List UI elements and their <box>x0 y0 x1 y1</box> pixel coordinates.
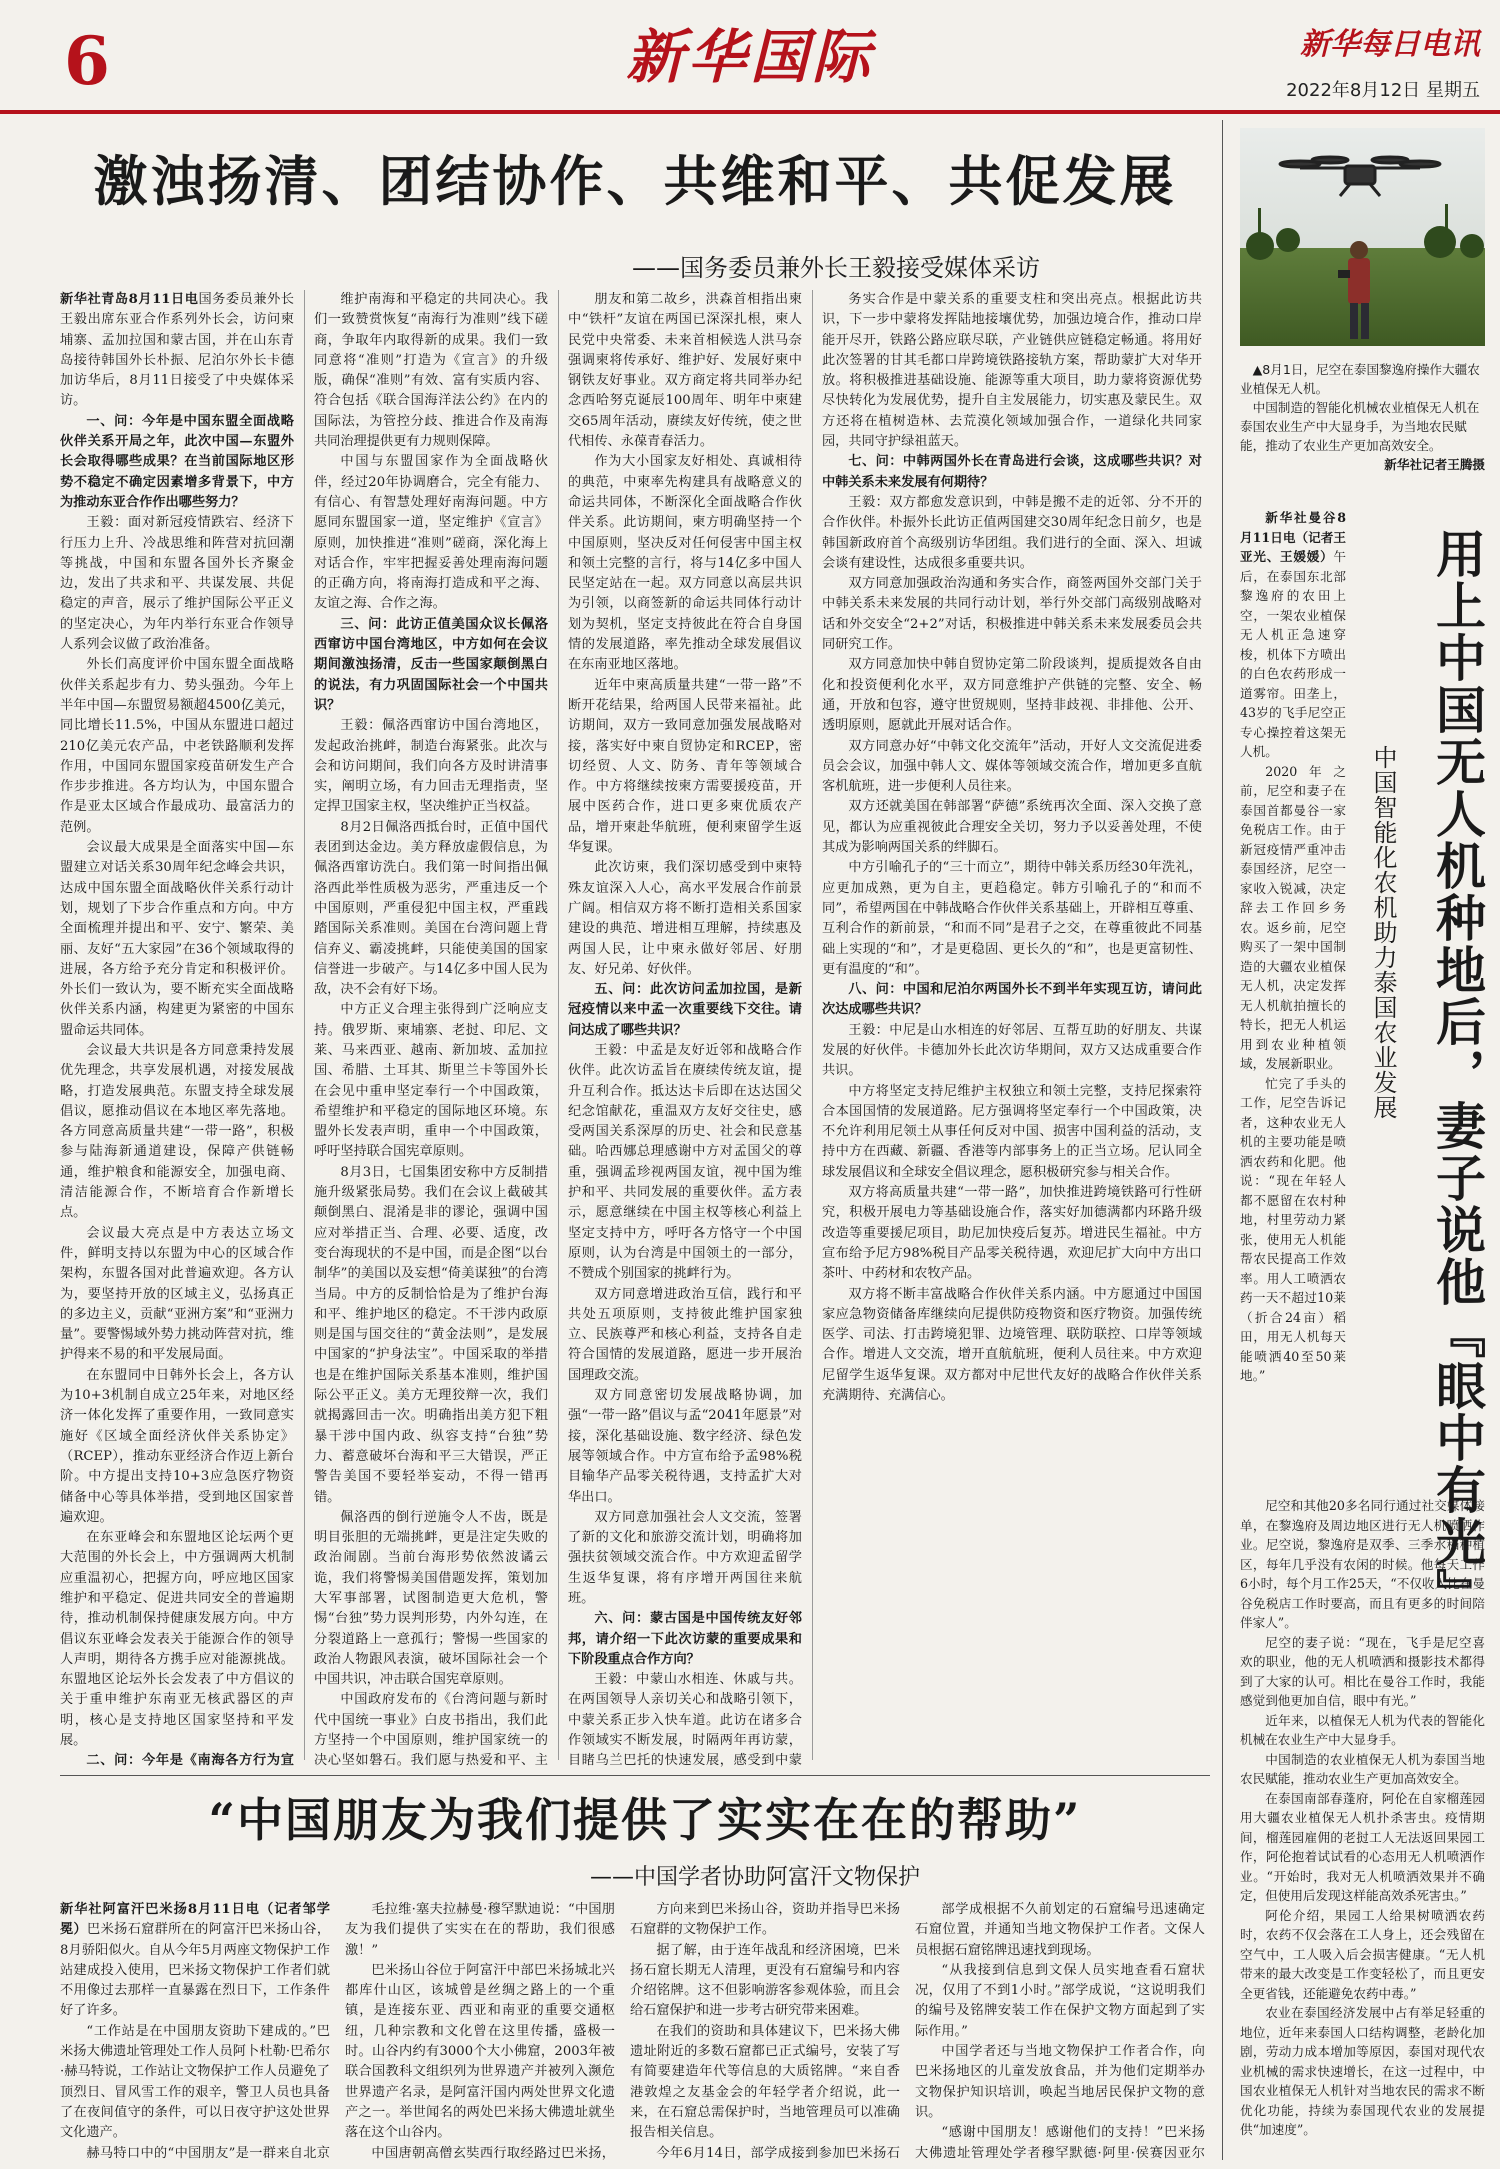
paragraph-text: 五、问：此次访问孟加拉国，是新冠疫情以来中孟一次重要线下交往。请问达成了哪些共识？ <box>568 982 802 1038</box>
paragraph <box>1240 1789 1485 1906</box>
paragraph-text: 二、问：今年是《南海各方行为宣 <box>86 1753 294 1769</box>
paragraph-text: 在东亚峰会和东盟地区论坛两个更大范围的外长会上，中方强调两大机制应重温初心，把握方向，呼应地区国家维护和平稳定、促进共同安全的普遍期待，推动机制保持健康发展方向。中方倡议东亚峰会发表关于能源合作的领导人声明，期待各方携手应对能源挑战。东盟地区论坛外长会发表了中方倡议的关于重申维护东南亚无核武器区的声明，核心是支持地区国家坚持和平发展。 <box>60 1530 294 1749</box>
paragraph <box>822 655 1202 736</box>
paragraph <box>568 1285 802 1386</box>
paragraph-text: 双方同意增进政治互信，践行和平共处五项原则，支持彼此维护国家独立、民族尊严和核心利益，支持各自走符合国情的发展道路，愿进一步开展治国理政交流。 <box>568 1286 802 1383</box>
paragraph-text: 巴米扬石窟群所在的阿富汗巴米扬山谷，8月骄阳似火。自从今年5月两座文物保护工作站建成投入使用，巴米扬文物保护工作者们就不用像过去那样一直暴露在烈日下，工作条件好了许多。 <box>60 1922 330 2019</box>
photo-credit: 新华社记者王腾摄 <box>1384 457 1485 472</box>
article1-headline: 激浊扬清、团结协作、共维和平、共促发展 <box>93 149 1177 213</box>
paragraph-text: 中国政府发布的《台湾问题与新时代中国统一事业》白皮书指出，我们此方坚持一个中国原则，维护国家统一的决心坚如磐石。我们愿与热爱和平、主 <box>314 1692 548 1769</box>
question-paragraph <box>314 615 548 716</box>
section-title: 新华国际 <box>625 23 874 91</box>
paragraph-text: 双方同意加强社会人文交流，签署了新的文化和旅游交流计划，明确将加强扶贫领域交流合作。中方欢迎孟留学生返华复课，将有序增开两国往来航班。 <box>568 1509 802 1606</box>
paragraph <box>822 1021 1202 1082</box>
paragraph <box>60 1528 294 1751</box>
paragraph <box>915 2123 1205 2162</box>
paragraph-text: 毛拉维·塞夫拉赫曼·穆罕默迪说：“中国朋友为我们提供了实实在在的帮助，我们很感激！” <box>345 1902 615 1958</box>
paragraph-text: 外长们高度评价中国东盟全面战略伙伴关系起步有力、势头强劲。今年上半年中国—东盟贸易额超4500亿美元，同比增长11.5%，中国从东盟进口超过210亿美元农产品，中老铁路顺利发挥作用，中国同东盟国家疫苗研发生产合作步步推进。各方均认为，中国东盟合作是亚太区域合作最成功、最富活力的范例。 <box>60 657 294 835</box>
paragraph-text: 近年来，以植保无人机为代表的智能化机械在农业生产中大显身手。 <box>1240 1712 1485 1747</box>
paragraph-text: 尼空的妻子说：“现在，飞手是尼空喜欢的职业，他的无人机喷洒和摄影技术都得到了大家的认可。相比在曼谷工作时，我能感觉到他更加自信，眼中有光。” <box>1240 1634 1485 1708</box>
paragraph-text: 会议最大成果是全面落实中国—东盟建立对话关系30周年纪念峰会共识，达成中国东盟全面战略伙伴关系行动计划，规划了下步合作重点和方向。中方全面梳理并提出和平、安宁、繁荣、美丽、友好“五大家园”在36个领域取得的进展，各方给予充分肯定和积极评价。外长们一致认为，要不断充实全面战略伙伴关系内涵，构建更为紧密的中国东盟命运共同体。 <box>60 840 294 1038</box>
paragraph-text: 8月3日，七国集团安称中方反制措施升级紧张局势。我们在会议上截破其颠倒黑白、混淆是非的谬论，强调中国应对举措正当、合理、必要、适度，改变台海现状的不是中国，而是企图“以台制华”的美国以及妄想“倚美谋独”的台湾当局。中方的反制恰恰是为了维护台海和平、维护地区的稳定。不干涉内政原则是国与国交往的“黄金法则”，是发展中国家的“护身法宝”。中国采取的举措也是在维护国际关系基本准则，维护国际公平正义。美方无理狡辩一次，我们就揭露回击一次。明确指出美方犯下粗暴干涉中国内政、纵容支持“台独”势力、蓄意破坏台海和平三大错误，严正警告美国不要轻举妄动，不得一错再错。 <box>314 1164 548 1505</box>
paragraph <box>345 1961 615 2144</box>
paragraph-text: 双方同意加快中韩自贸协定第二阶段谈判，提质提效各自由化和投资便利化水平，双方同意维护产供链的完整、安全、畅通，开放和包容，遵守世贸规则，坚持非歧视、非排他、公开、透明原则，愿就此开展对话合作。 <box>822 657 1202 734</box>
paragraph-text: 赫马特口中的“中国朋友”是一群来自北京 <box>86 2145 330 2161</box>
paragraph <box>1240 1750 1485 1789</box>
paragraph <box>568 1508 802 1609</box>
article3-subheadline: 中国智能化农机助力泰国农业发展 <box>1369 745 1397 1120</box>
question-paragraph <box>60 1751 294 1770</box>
paragraph <box>1240 762 1346 1074</box>
paragraph <box>822 1082 1202 1183</box>
paragraph <box>314 452 548 614</box>
paragraph-text: 据了解，由于连年战乱和经济困境，巴米扬石窟长期无人清理，更没有石窟编号和内容介绍铭牌。这不但影响游客参观体验，而且会给石窟保护和进一步考古研究带来困难。 <box>630 1942 900 2019</box>
paragraph <box>568 676 802 859</box>
paragraph <box>822 1285 1202 1407</box>
article2-column-3 <box>630 1900 900 2162</box>
article-separator <box>60 1775 1210 1776</box>
paragraph-text: 双方将高质量共建“一带一路”，加快推进跨境铁路可行性研究，积极开展电力等基础设施合作，落实好加德满都内环路升级改造等重要援尼项目，助尼加快疫后复苏。增进民生福祉。中方宣布给予尼方98%税目产品零关税待遇，欢迎尼扩大向中方出口茶叶、中药材和农牧产品。 <box>822 1185 1202 1282</box>
paragraph-text: 王毅：中孟是友好近邻和战略合作伙伴。此次访孟旨在赓续传统友谊，提升互利合作。抵达达卡后即在达达国父纪念馆献花，重温双方友好交往史，感受两国关系深厚的历史、社会和民意基础。哈西娜总理感谢中方对孟国父的尊重，强调孟珍视两国友谊，视中国为维护和平、共同发展的重要伙伴。孟方表示，愿意继续在中国主权等核心利益上坚定支持中方，呼吁各方恪守一个中国原则，认为台湾是中国领土的一部分，不赞成个别国家的挑衅行为。 <box>568 1042 802 1282</box>
question-paragraph <box>822 980 1202 1021</box>
paragraph <box>822 574 1202 655</box>
article1-column-1 <box>60 290 294 1770</box>
paragraph <box>822 737 1202 798</box>
paragraph <box>1240 1074 1346 1386</box>
paragraph <box>345 2144 615 2162</box>
paragraph-text: 农业在泰国经济发展中占有举足轻重的地位，近年来泰国人口结构调整，老龄化加剧，劳动力成本增加等原因，泰国对现代农业机械的需求快速增长，在这一过程中，中国农业植保无人机针对当地农民的需求不断优化功能，持续为泰国现代农业的发展提供“加速度”。 <box>1240 2005 1485 2137</box>
paragraph <box>314 818 548 1001</box>
paragraph-text: 中国学者还与当地文物保护工作者合作，向巴米扬地区的儿童发放食品，并为他们定期举办文物保护知识培训，唤起当地居民保护文物的意识。 <box>915 2044 1205 2120</box>
paragraph-text: 王毅：双方都愈发意识到，中韩是搬不走的近邻、分不开的合作伙伴。朴振外长此访正值两国建交30周年纪念日前夕，也是韩国新政府首个高级别访华团组。我们进行的全面、深入、坦诚会谈有建设性，达成很多重要共识。 <box>822 494 1202 571</box>
column-divider <box>304 290 305 1760</box>
question-paragraph <box>822 452 1202 493</box>
paragraph-text: 双方将不断丰富战略合作伙伴关系内涵。中方愿通过中国国家应急物资储备库继续向尼提供防疫物资和医疗物资。加强传统医学、司法、打击跨境犯罪、边境管理、联防联控、口岸等领域合作。增进人文交流，增开直航航班，便利人员往来。中方欢迎尼留学生返华复课。双方都对中尼世代友好的战略合作伙伴关系充满期待、充满信心。 <box>822 1286 1202 1404</box>
article2-column-1 <box>60 1900 330 2162</box>
paragraph <box>314 1163 548 1508</box>
sidebar-divider <box>1222 120 1223 2160</box>
article3-wide-column <box>1240 1496 1485 2164</box>
article1-subheadline: ——国务委员兼外长王毅接受媒体采访 <box>632 254 1040 282</box>
paragraph <box>630 1941 900 2022</box>
paragraph <box>60 2022 330 2144</box>
paragraph-text: 王毅：面对新冠疫情跌宕、经济下行压力上升、冷战思维和阵营对抗回潮等挑战，中国和东盟各国外长齐聚金边，发出了共求和平、共谋发展、共促稳定的声音，展示了维护国际公平正义的坚定决心，为年内举行东亚合作领导人系列会议做了政治准备。 <box>60 515 294 653</box>
paragraph-text: 巴米扬山谷位于阿富汗中部巴米扬城北兴都库什山区，该城曾是丝绸之路上的一个重镇，是连接东亚、西亚和南亚的重要交通枢纽，几种宗教和文化曾在这里传播，盛极一时。山谷内约有3000个大小佛窟，2003年被联合国教科文组织列为世界遗产并被列入濒危世界遗产名录，是阿富汗国内两处世界文化遗产之一。举世闻名的两处巴米扬大佛遗址就坐落在这个山谷内。 <box>345 1962 615 2141</box>
paragraph <box>822 858 1202 980</box>
paragraph-text: 方向来到巴米扬山谷，资助并指导巴米扬石窟群的文物保护工作。 <box>630 1902 900 1938</box>
paragraph-text: 2020年之前，尼空和妻子在泰国首都曼谷一家免税店工作。由于新冠疫情严重冲击泰国经济，尼空一家收入锐减，决定辞去工作回乡务农。返乡前，尼空购买了一架中国制造的大疆农业植保无人机，决定发挥无人机航拍擅长的特长，把无人机运用到农业种植领域，发展新职业。 <box>1240 763 1346 1071</box>
paragraph-text: “感谢中国朋友！感谢他们的支持！”巴米扬大佛遗址管理处学者穆罕默德·阿里·侯赛因亚尔 <box>915 2125 1205 2161</box>
paragraph <box>60 838 294 1041</box>
paragraph-text: 午后，在泰国东北部黎逸府的农田上空，一架农业植保无人机正急速穿梭，机体下方喷出的白色农药形成一道雾帘。田垄上，43岁的飞手尼空正专心操控着这架无人机。 <box>1240 549 1346 759</box>
dateline: 新华社青岛8月11日电 <box>60 292 199 307</box>
paragraph-text: 中国与东盟国家作为全面战略伙伴，经过20年协调磨合，完全有能力、有信心、有智慧处理好南海问题。中方愿同东盟国家一道，坚定维护《宣言》原则，加快推进“准则”磋商，深化海上对话合作，牢牢把握妥善处理南海问题的正确方向，将南海打造成和平之海、友谊之海、合作之海。 <box>314 454 548 612</box>
photo-caption-text: ▲8月1日，尼空在泰国黎逸府操作大疆农业植保无人机。 <box>1240 362 1480 396</box>
paragraph <box>568 290 802 452</box>
paragraph <box>1240 508 1346 762</box>
question-paragraph <box>568 1609 802 1670</box>
question-paragraph <box>568 980 802 1041</box>
paragraph-text: 一、问：今年是中国东盟全面战略伙伴关系开局之年，此次中国—东盟外长会取得哪些成果？在当前国际地区形势不稳定不确定因素增多背景下，中方为推动东亚合作作出哪些努力？ <box>60 413 294 510</box>
article2-column-4 <box>915 1900 1205 2162</box>
paragraph <box>60 290 294 412</box>
paragraph-text: 六、问：蒙古国是中国传统友好邻邦，请介绍一下此次访蒙的重要成果和下阶段重点合作方向？ <box>568 1611 802 1667</box>
article3-narrow-column <box>1240 508 1346 1493</box>
paragraph <box>314 1508 548 1691</box>
paragraph-text: 在东盟同中日韩外长会上，各方认为10+3机制自成立25年来，对地区经济一体化发挥了重要作用，一致同意实施好《区域全面经济伙伴关系协定》（RCEP），推动东亚经济合作迈上新台阶。中方提出支持10+3应急医疗物资储备中心等具体举措，受到地区国家普遍欢迎。 <box>60 1367 294 1525</box>
page-number: 6 <box>64 22 110 100</box>
paragraph <box>822 1183 1202 1284</box>
paragraph <box>568 858 802 980</box>
paragraph-text: 维护南海和平稳定的共同决心。我们一致赞赏恢复“南海行为准则”线下磋商，争取年内取得新的成果。我们一致同意将“准则”打造为《宣言》的升级版，确保“准则”有效、富有实质内容、符合包括《联合国海洋法公约》在内的国际法，为管控分歧、推进合作及南海共同治理提供更有力规则保障。 <box>314 292 548 450</box>
paragraph-text: 王毅：中蒙山水相连、休戚与共。在两国领导人亲切关心和战略引领下，中蒙关系正步入快车道。此访在诸多合作领域实不断发展，时隔两年再访蒙，目睹乌兰巴托的快速发展，感受到中蒙 <box>568 1672 802 1769</box>
paragraph-text: 中方将坚定支持尼维护主权独立和领土完整，支持尼探索符合本国国情的发展道路。尼方强调将坚定奉行一个中国政策，决不允许利用尼领土从事任何反对中国、损害中国利益的活动，支持中方在西藏、新疆、香港等内部事务上的正当立场。尼认同全球发展倡议和全球安全倡议理念，愿积极研究参与相关合作。 <box>822 1083 1202 1180</box>
article2-subheadline: ——中国学者协助阿富汗文物保护 <box>589 1865 920 1890</box>
paragraph-text: 中方引喻孔子的“三十而立”，期待中韩关系历经30年洗礼，应更加成熟，更为自主，更趋稳定。韩方引喻孔子的“和而不同”，希望两国在中韩战略合作伙伴关系基础上，开辟相互尊重、互利合作的新前景，“和而不同”是君子之交，在尊重彼此不同基础上实现的“和”，才是更稳固、更长久的“和”，也是更富韧性、更有温度的“和”。 <box>822 860 1202 977</box>
paragraph <box>60 513 294 655</box>
paragraph-text: 部学成根据不久前划定的石窟编号迅速确定石窟位置，并通知当地文物保护工作者。文保人员根据石窟铭牌迅速找到现场。 <box>915 1902 1205 1958</box>
paragraph <box>568 1386 802 1508</box>
paragraph <box>568 452 802 675</box>
paragraph <box>60 1366 294 1528</box>
paragraph-text: 忙完了手头的工作，尼空告诉记者，这种农业无人机的主要功能是喷洒农药和化肥。他说：“现在年轻人都不愿留在农村种地，村里劳动力紧张，使用无人机能帮农民提高工作效率。用人工喷洒农药一天不超过10莱（折合24亩）稻田，用无人机每天能喷洒40至50莱地。” <box>1240 1075 1346 1383</box>
column-divider <box>812 290 813 1760</box>
paragraph <box>60 1224 294 1366</box>
drone-farm-photo <box>1240 128 1485 346</box>
photo-caption <box>1240 360 1485 474</box>
paragraph-text: 务实合作是中蒙关系的重要支柱和突出亮点。根据此访共识，下一步中蒙将发挥陆地接壤优势，加强边境合作，推动口岸能开尽开，铁路公路应联尽联，产业链供应链稳定畅通。将用好此次签署的甘其毛都口岸跨境铁路接轨方案，帮助蒙扩大对华开放。将积极推进基础设施、能源等重大项目，助力蒙将资源优势尽快转化为发展优势，提升自主发展能力，切实惠及蒙民生。双方还将在植树造林、去荒漠化领域加强合作，一道绿化共同家园，共同守护绿祖蓝天。 <box>822 292 1202 450</box>
paragraph <box>915 1900 1205 1961</box>
paragraph <box>1240 2003 1485 2140</box>
paragraph <box>1240 1906 1485 2004</box>
paragraph-text: 会议最大共识是各方同意秉持发展优先理念，共享发展机遇，对接发展战略，打造发展典范。东盟支持全球发展倡议，愿推动倡议在本地区率先落地。各方同意高质量共建“一带一路”，积极参与陆海新通道建设，保障产供链畅通，维护粮食和能源安全，加强电商、清洁能源合作，不断培育合作新增长点。 <box>60 1042 294 1221</box>
paragraph-text: 今年6月14日，部学成接到参加巴米扬石 <box>656 2145 900 2161</box>
paragraph <box>60 2144 330 2162</box>
paragraph <box>822 290 1202 452</box>
article3-headline: 用上中国无人机种地后，妻子说他『眼中有光』 <box>1428 528 1487 1620</box>
paragraph-text: “从我接到信息到文保人员实地查看石窟状况，仅用了不到1小时。”部学成说，“这说明我们的编号及铭牌安装工作在保护文物方面起到了实际作用。” <box>915 1962 1205 2039</box>
paragraph-text: 中国制造的农业植保无人机为泰国当地农民赋能，推动农业生产更加高效安全。 <box>1240 1751 1485 1786</box>
paragraph-text: 尼空和其他20多名同行通过社交媒体接单，在黎逸府及周边地区进行无人机喷洒作业。尼空说，黎逸府是双季、三季水稻种植区，每年几乎没有农闲的时候。他每天工作6小时，每个月工作25天，“不仅收入比在曼谷免税店工作时要高，而且有更多的时间陪伴家人”。 <box>1240 1498 1485 1630</box>
paragraph <box>1240 1496 1485 1633</box>
paragraph-text: 七、问：中韩两国外长在青岛进行会谈，这成哪些共识？对中韩关系未来发展有何期待？ <box>822 454 1202 490</box>
paragraph-text: 中方正义合理主张得到广泛响应支持。俄罗斯、柬埔寨、老挝、印尼、文莱、马来西亚、越南、新加坡、孟加拉国、希腊、土耳其、斯里兰卡等国外长在会见中重申坚定奉行一个中国政策，希望维护和平稳定的国际地区环境。东盟外长发表声明，重申一个中国政策，呼吁坚持联合国宪章原则。 <box>314 1002 548 1160</box>
paragraph-text: 中国唐朝高僧玄奘西行取经路过巴米扬， <box>371 2145 615 2161</box>
paragraph <box>568 1041 802 1285</box>
paragraph-text: 8月2日佩洛西抵台时，正值中国代表团到达金边。美方释放虚假信息，为佩洛西窜访洗白。我们第一时间指出佩洛西此举性质极为恶劣，严重违反一个中国原则，严重侵犯中国主权，严重践踏国际关系准则。美国在台湾问题上背信弃义、霸凌挑衅，只能使美国的国家信誉进一步破产。与14亿多中国人民为敌，决不会有好下场。 <box>314 819 548 998</box>
paragraph <box>60 655 294 838</box>
paragraph-text: “工作站是在中国朋友资助下建成的。”巴米扬大佛遗址管理处工作人员阿卜杜勒·巴希尔·赫马特说，工作站让文物保护工作人员避免了顶烈日、冒风雪工作的艰辛，警卫人员也具备了在夜间值守的条件，可以日夜守护这处世界文化遗产。 <box>60 2023 330 2141</box>
paragraph-text: 此次访柬，我们深切感受到中柬特殊友谊深入人心，高水平发展合作前景广阔。相信双方将不断打造相关系国家建设的典范、增进相互理解，持续惠及两国人民，让中柬永做好邻居、好朋友、好兄弟、好伙伴。 <box>568 860 802 977</box>
paragraph-text: 双方同意办好“中韩文化交流年”活动，开好人文交流促进委员会会议，加强中韩人文、媒体等领域交流合作，增加更多直航客机航班，进一步便利人员往来。 <box>822 738 1202 795</box>
paragraph <box>822 797 1202 858</box>
dateline: 新华社阿富汗巴米扬8月11日电（记者邹学冕） <box>60 1902 330 1938</box>
paragraph-text: 国务委员兼外长王毅出席东亚合作系列外长会，访问柬埔寨、孟加拉国和蒙古国，并在山东青岛接待韩国外长朴振、尼泊尔外长卡德加访华后，8月11日接受了中央媒体采访。 <box>60 292 294 409</box>
paragraph-text: 双方同意密切发展战略协调，加强“一带一路”倡议与孟“2041年愿景”对接，深化基础设施、数字经济、绿色发展等领域合作。中方宣布给予孟98%税目输华产品零关税待遇，支持孟扩大对华出口。 <box>568 1388 802 1505</box>
paragraph-text: 作为大小国家友好相处、真诚相待的典范，中柬率先构建具有战略意义的命运共同体，不断深化全面战略合作伙伴关系。此访期间，柬方明确坚持一个中国原则，坚决反对任何侵害中国主权和领土完整的言行，将与14亿多中国人民坚定站在一起。双方同意以高层共识为引领，以商签新的命运共同体行动计划为契机，坚定支持彼此在符合自身国情的发展道路，率先推动全球发展倡议在东南亚地区落地。 <box>568 454 802 673</box>
paragraph <box>60 1900 330 2022</box>
paragraph <box>630 2144 900 2162</box>
masthead-rule <box>0 110 1500 114</box>
paragraph <box>630 1900 900 1941</box>
paragraph-text: 双方同意加强政治沟通和务实合作，商签两国外交部门关于中韩关系未来发展的共同行动计划，举行外交部门高级别战略对话和外交安全“2+2”对话，积极推进中韩关系未来发展委员会共同研究工作。 <box>822 576 1202 653</box>
paragraph <box>822 493 1202 574</box>
paragraph-text: 八、问：中国和尼泊尔两国外长不到半年实现互访，请问此次达成哪些共识？ <box>822 982 1202 1018</box>
paragraph-text: 三、问：此访正值美国众议长佩洛西窜访中国台湾地区，中方如何在会议期间激浊扬清，反击一些国家颠倒黑白的说法，有力巩固国际社会一个中国共识？ <box>314 616 548 713</box>
paragraph <box>568 1670 802 1770</box>
column-divider <box>558 290 559 1760</box>
article2-headline: “中国朋友为我们提供了实实在在的帮助” <box>208 1793 1082 1847</box>
paragraph-text: 王毅：中尼是山水相连的好邻居、互帮互助的好朋友、共谋发展的好伙伴。卡德加外长此次访华期间，双方又达成重要合作共识。 <box>822 1022 1202 1079</box>
paragraph <box>314 290 548 452</box>
paragraph <box>314 716 548 817</box>
paragraph-text: 王毅：佩洛西窜访中国台湾地区，发起政治挑衅，制造台海紧张。此次与会和访问期间，我们向各方及时讲清事实，阐明立场，有力回击无理指责，坚定捍卫国家主权，坚决维护正当权益。 <box>314 718 548 815</box>
paragraph-text: 佩洛西的倒行逆施令人不齿，既是明目张胆的无端挑衅，更是注定失败的政治闹剧。当前台海形势依然波谲云诡，我们将警惕美国借题发挥，策划加大军事部署，试图制造更大危机，警惕“台独”势力误判形势，内外勾连，在分裂道路上一意孤行；警惕一些国家的政治人物跟风表演，破坏国际社会一个中国共识，冲击联合国宪章原则。 <box>314 1509 548 1688</box>
paragraph <box>314 1000 548 1162</box>
paragraph <box>1240 1633 1485 1711</box>
article2-column-2 <box>345 1900 615 2162</box>
paragraph <box>630 2022 900 2144</box>
article1-column-3 <box>568 290 802 1770</box>
paragraph-text: 双方还就美国在韩部署“萨德”系统再次全面、深入交换了意见，都认为应重视彼此合理安全关切，努力予以妥善处理，不使其成为影响两国关系的绊脚石。 <box>822 799 1202 856</box>
dateline: 新华社曼谷8月11日电（记者王亚光、王媛媛） <box>1240 510 1346 564</box>
paragraph <box>314 1690 548 1770</box>
paragraph-text: 朋友和第二故乡，洪森首相指出柬中“铁杆”友谊在两国已深深扎根，柬人民党中央常委、未来首相候选人洪马奈强调柬将传承好、维护好、发展好柬中钢铁友好事业。双方商定将共同举办纪念西哈努克诞辰100周年、明年中柬建交65周年活动，赓续友好传统，使之世代相传、永葆青春活力。 <box>568 292 802 450</box>
paragraph-text: 近年中柬高质量共建“一带一路”不断开花结果，给两国人民带来福祉。此访期间，双方一致同意加强发展战略对接，落实好中柬自贸协定和RCEP，密切经贸、人文、防务、青年等领域合作。中方将继续按柬方需要援疫苗，开展中医药合作，进口更多柬优质农产品，增开柬赴华航班，便利柬留学生返华复课。 <box>568 677 802 856</box>
paragraph <box>60 1041 294 1224</box>
photo-caption-body: 中国制造的智能化机械农业植保无人机在泰国农业生产中大显身手，为当地农民赋能，推动了农业生产更加高效安全。 <box>1240 400 1480 453</box>
article1-column-4 <box>822 290 1202 1770</box>
paragraph <box>345 1900 615 1961</box>
paragraph-text: 在泰国南部春蓬府，阿伦在自家榴莲园用大疆农业植保无人机扑杀害虫。疫情期间，榴莲园雇佣的老挝工人无法返回果园工作，阿伦抱着试试看的心态用无人机喷洒作业。“开始时，我对无人机喷洒效果并不确定，但使用后发现这样能高效杀死害虫。” <box>1240 1790 1485 1903</box>
article1-column-2 <box>314 290 548 1770</box>
issue-date: 2022年8月12日 星期五 <box>1286 80 1480 101</box>
paragraph-text: 会议最大亮点是中方表达立场文件，鲜明支持以东盟为中心的区域合作架构，东盟各国对此普遍欢迎。各方认为，要坚持开放的区域主义，弘扬真正的多边主义，贡献“亚洲方案”和“亚洲力量”。要警惕域外势力挑动阵营对抗，维护得来不易的和平发展局面。 <box>60 1225 294 1363</box>
paragraph <box>1240 1711 1485 1750</box>
question-paragraph <box>60 412 294 513</box>
newspaper-brand: 新华每日电讯 <box>1300 27 1480 62</box>
paragraph <box>915 1961 1205 2042</box>
paragraph <box>915 2042 1205 2123</box>
paragraph-text: 阿伦介绍，果园工人给果树喷洒农药时，农药不仅会落在工人身上，还会残留在空气中，工人吸入后会损害健康。“无人机带来的最大改变是工作变轻松了，而且更安全更省钱，还能避免农药中毒。” <box>1240 1907 1485 2001</box>
paragraph-text: 在我们的资助和具体建议下，巴米扬大佛遗址附近的多数石窟都已正式编号，安装了写有简要建造年代等信息的大质铭牌。“来自香港敦煌之友基金会的年轻学者介绍说，此一来，在石窟总需保护时，当地管理员可以准确报告相关信息。 <box>630 2023 900 2141</box>
